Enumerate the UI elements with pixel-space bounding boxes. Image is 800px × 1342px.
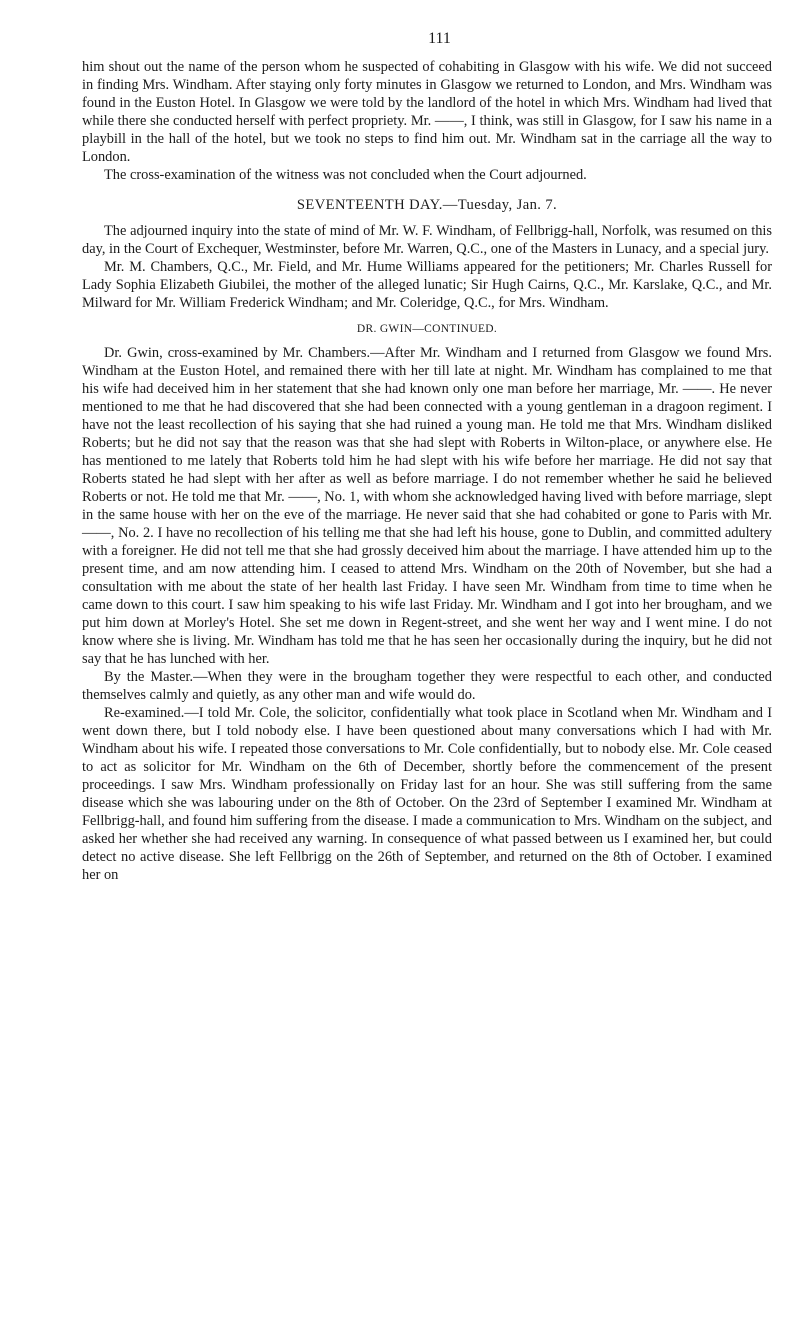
paragraph-by-the-master: By the Master.—When they were in the brougham together they were respectful to each other, and conducted themselves calmly and quietly, as any other man and wife would do. xyxy=(82,669,772,703)
paragraph-counsel: Mr. M. Chambers, Q.C., Mr. Field, and Mr. Hume Williams appeared for the petitioners; Mr. Charles Russell for Lady Sophia Elizabeth Giubilei, the mother of the alleged lunatic; Sir Hugh Cairns, Q.C., Mr. Karslake, Q.C., and Mr. Milward for Mr. William Frederick Windham; and Mr. Coleridge, Q.C., for Mrs. Windham. xyxy=(82,259,772,311)
paragraph-inquiry-resumed: The adjourned inquiry into the state of mind of Mr. W. F. Windham, of Fellbrigg-hall, Norfolk, was resumed on this day, in the Court of Exchequer, Westminster, before Mr. Warren, Q.C., one of the Masters in Lunacy, and a special jury. xyxy=(82,223,772,257)
paragraph-cross-examination: Dr. Gwin, cross-examined by Mr. Chambers.—After Mr. Windham and I returned from Glasgow we found Mrs. Windham at the Euston Hotel, and remained there with her till late at night. Mr. Windham has complained to me that his wife had deceived him in her statement that she had known only one man before her marriage, Mr. ——. He never mentioned to me that he had discovered that she had been connected with a young gentleman in a dragoon regiment. I have not the least recollection of his saying that she had ruined a young man. He told me that Mrs. Windham disliked Roberts; but he did not say that the reason was that she had slept with Roberts in Wilton-place, or anywhere else. He has mentioned to me lately that Roberts told him he had slept with his wife before her marriage. He did not say that Roberts stated he had slept with her after as well as before marriage. I do not remember whether he said he believed Roberts or not. He told me that Mr. ——, No. 1, with whom she acknowledged having lived with before marriage, slept in the same house with her on the eve of the marriage. He never said that she had cohabited or gone to Paris with Mr. ——, No. 2. I have no recollection of his telling me that she had left his house, gone to Dublin, and committed adultery with a foreigner. He did not tell me that she had grossly deceived him about the marriage. I have attended him up to the present time, and am now attending him. I ceased to attend Mrs. Windham on the 20th of November, but she had a consultation with me about the state of her health last Friday. I have seen Mr. Windham from time to time when he came down to this court. I saw him speaking to his wife last Friday. Mr. Windham and I got into her brougham, and we put him down at Morley's Hotel. She set me down in Regent-street, and she went her way and I went mine. I do not know where she is living. Mr. Windham has told me that he has seen her occasionally during the inquiry, but he did not say that he has lunched with her. xyxy=(82,345,772,667)
paragraph-adjournment: The cross-examination of the witness was not concluded when the Court adjourned. xyxy=(104,167,587,183)
paragraph-continuation: him shout out the name of the person whom he suspected of cohabiting in Glasgow with his wife. We did not succeed in finding Mrs. Windham. After staying only forty minutes in Glasgow we returned to London, and Mrs. Windham was found in the Euston Hotel. In Glasgow we were told by the landlord of the hotel in which Mrs. Windham had lived that while there she conducted herself with perfect propriety. Mr. ——, I think, was still in Glasgow, for I saw his name in a playbill in the hall of the hotel, but we took no steps to find him out. Mr. Windham sat in the carriage all the way to London. xyxy=(82,59,772,165)
paragraph-re-examined: Re-examined.—I told Mr. Cole, the solicitor, confidentially what took place in Scotland when Mr. Windham and I went down there, but I told nobody else. I have been questioned about many conversations which I had with Mr. Windham about his wife. I repeated those conversations to Mr. Cole confidentially, but to nobody else. Mr. Cole ceased to act as solicitor for Mr. Windham on the 6th of December, shortly before the commencement of the present proceedings. I saw Mrs. Windham professionally on Friday last for an hour. She was still suffering from the same disease which she was labouring under on the 8th of October. On the 23rd of September I examined Mr. Windham at Fellbrigg-hall, and found him suffering from the disease. I made a communication to Mrs. Windham on the subject, and asked her whether she had received any warning. In consequence of what passed between us I examined her, but could detect no active disease. She left Fellbrigg on the 26th of September, and returned on the 8th of October. I examined her on xyxy=(82,705,772,883)
page-number: 111 xyxy=(428,30,451,47)
day-heading: SEVENTEENTH DAY.—Tuesday, Jan. 7. xyxy=(296,197,558,213)
witness-heading: DR. GWIN—CONTINUED. xyxy=(356,323,498,335)
